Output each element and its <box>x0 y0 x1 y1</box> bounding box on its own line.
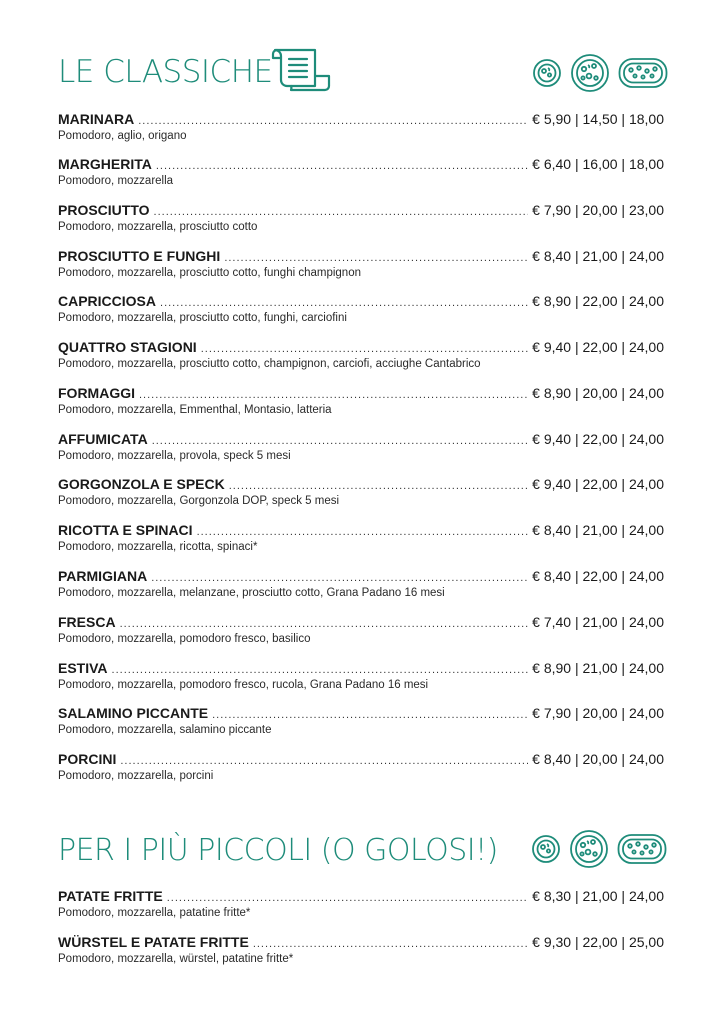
item-price: € 8,90 | 20,00 | 24,00 <box>532 385 664 401</box>
item-name: MARGHERITA <box>58 156 152 172</box>
pizza-large-icon <box>570 53 610 93</box>
pizza-tray-icon <box>618 57 668 89</box>
item-description: Pomodoro, mozzarella, porcini <box>58 770 214 782</box>
menu-item <box>58 293 664 324</box>
menu-item <box>58 156 664 187</box>
item-price: € 7,40 | 21,00 | 24,00 <box>532 614 664 630</box>
menu-item <box>58 568 664 599</box>
item-description: Pomodoro, mozzarella, patatine fritte* <box>58 907 251 919</box>
item-name: RICOTTA E SPINACI <box>58 522 193 538</box>
item-description: Pomodoro, mozzarella, Gorgonzola DOP, speck 5 mesi <box>58 495 340 507</box>
pizza-small-icon <box>532 58 562 88</box>
item-name: ESTIVA <box>58 660 108 676</box>
item-description: Pomodoro, mozzarella, pomodoro fresco, rucola, Grana Padano 16 mesi <box>58 679 429 691</box>
item-description: Pomodoro, mozzarella, prosciutto cotto, funghi, carciofini <box>58 312 347 324</box>
item-price: € 9,30 | 22,00 | 25,00 <box>532 934 664 950</box>
item-description: Pomodoro, mozzarella, prosciutto cotto <box>58 221 258 233</box>
menu-item <box>58 339 664 370</box>
pizza-large-icon <box>569 829 609 869</box>
item-description: Pomodoro, mozzarella, salamino piccante <box>58 724 272 736</box>
item-description: Pomodoro, mozzarella, pomodoro fresco, basilico <box>58 633 311 645</box>
item-description: Pomodoro, mozzarella, melanzane, prosciutto cotto, Grana Padano 16 mesi <box>58 587 445 599</box>
item-description: Pomodoro, mozzarella, provola, speck 5 mesi <box>58 450 291 462</box>
pizza-tray-icon <box>617 833 667 865</box>
item-description: Pomodoro, aglio, origano <box>58 130 187 142</box>
menu-item <box>58 751 664 782</box>
item-price: € 6,40 | 16,00 | 18,00 <box>532 156 664 172</box>
item-name: GORGONZOLA E SPECK <box>58 476 225 492</box>
item-name: QUATTRO STAGIONI <box>58 339 197 355</box>
menu-item <box>58 660 664 691</box>
item-name: MARINARA <box>58 111 135 127</box>
dot-leader <box>138 115 528 127</box>
menu-scroll-icon <box>271 46 333 94</box>
item-price: € 8,30 | 21,00 | 24,00 <box>532 888 664 904</box>
menu-item <box>58 248 664 279</box>
pizza-size-icons <box>531 829 667 869</box>
item-price: € 8,40 | 22,00 | 24,00 <box>532 568 664 584</box>
item-price: € 8,40 | 21,00 | 24,00 <box>532 522 664 538</box>
item-name: CAPRICCIOSA <box>58 293 157 309</box>
item-price: € 8,40 | 20,00 | 24,00 <box>532 751 664 767</box>
item-name: PARMIGIANA <box>58 568 148 584</box>
dot-leader <box>197 526 529 538</box>
menu-item <box>58 476 664 507</box>
dot-leader <box>253 938 528 950</box>
menu-item <box>58 111 664 142</box>
item-price: € 9,40 | 22,00 | 24,00 <box>532 431 664 447</box>
dot-leader <box>152 435 528 447</box>
item-price: € 7,90 | 20,00 | 23,00 <box>532 202 664 218</box>
menu-item <box>58 888 664 919</box>
pizza-small-icon <box>531 834 561 864</box>
pizza-size-icons <box>532 53 668 93</box>
dot-leader <box>154 206 529 218</box>
menu-item <box>58 934 664 965</box>
item-description: Pomodoro, mozzarella, würstel, patatine fritte* <box>58 953 294 965</box>
item-name: PORCINI <box>58 751 117 767</box>
dot-leader <box>120 618 529 630</box>
menu-item <box>58 614 664 645</box>
menu-item <box>58 202 664 233</box>
item-name: AFFUMICATA <box>58 431 148 447</box>
dot-leader <box>229 480 528 492</box>
dot-leader <box>156 160 528 172</box>
dot-leader <box>151 572 528 584</box>
section-title-piccoli: PER I PIÙ PICCOLI (O GOLOSI!) <box>58 833 498 868</box>
dot-leader <box>139 389 528 401</box>
menu-item <box>58 522 664 553</box>
item-price: € 9,40 | 22,00 | 24,00 <box>532 339 664 355</box>
item-name: SALAMINO PICCANTE <box>58 705 209 721</box>
item-name: FRESCA <box>58 614 116 630</box>
item-name: FORMAGGI <box>58 385 135 401</box>
dot-leader <box>201 343 528 355</box>
menu-item <box>58 705 664 736</box>
item-price: € 8,90 | 22,00 | 24,00 <box>532 293 664 309</box>
item-name: PROSCIUTTO <box>58 202 150 218</box>
menu-item <box>58 385 664 416</box>
item-description: Pomodoro, mozzarella <box>58 175 174 187</box>
dot-leader <box>167 892 528 904</box>
section-title-classiche: LE CLASSICHE <box>58 54 273 90</box>
dot-leader <box>120 755 528 767</box>
menu-item <box>58 431 664 462</box>
item-name: WÜRSTEL E PATATE FRITTE <box>58 934 249 950</box>
dot-leader <box>224 252 528 264</box>
item-price: € 7,90 | 20,00 | 24,00 <box>532 705 664 721</box>
item-name: PROSCIUTTO E FUNGHI <box>58 248 221 264</box>
dot-leader <box>160 297 528 309</box>
item-description: Pomodoro, mozzarella, prosciutto cotto, champignon, carciofi, acciughe Cantabrico <box>58 358 481 370</box>
item-price: € 5,90 | 14,50 | 18,00 <box>532 111 664 127</box>
dot-leader <box>112 664 529 676</box>
item-price: € 9,40 | 22,00 | 24,00 <box>532 476 664 492</box>
item-description: Pomodoro, mozzarella, Emmenthal, Montasio, latteria <box>58 404 332 416</box>
item-name: PATATE FRITTE <box>58 888 163 904</box>
dot-leader <box>212 709 528 721</box>
item-description: Pomodoro, mozzarella, prosciutto cotto, funghi champignon <box>58 267 361 279</box>
item-description: Pomodoro, mozzarella, ricotta, spinaci* <box>58 541 258 553</box>
item-price: € 8,90 | 21,00 | 24,00 <box>532 660 664 676</box>
item-price: € 8,40 | 21,00 | 24,00 <box>532 248 664 264</box>
